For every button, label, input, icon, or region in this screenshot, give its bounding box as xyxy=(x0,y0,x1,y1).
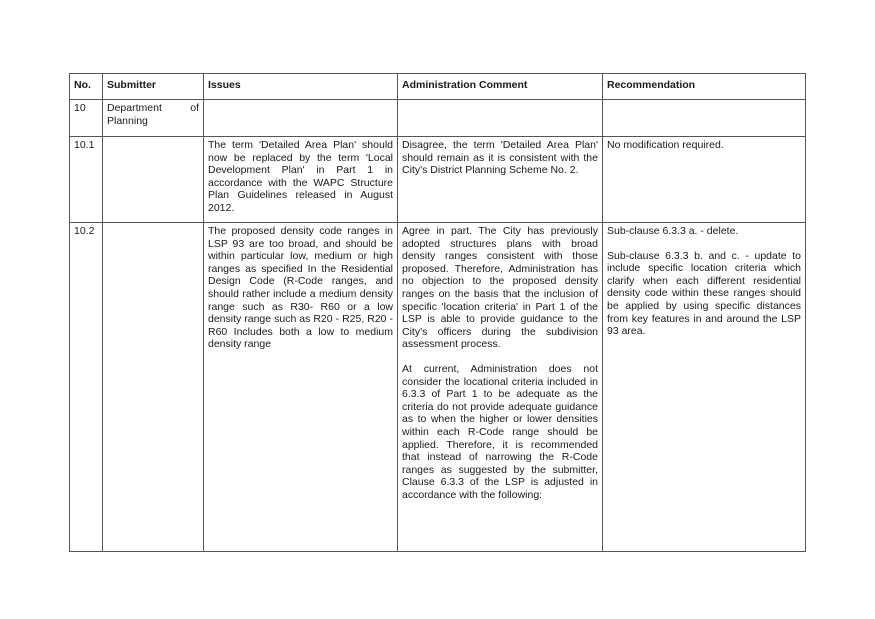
submissions-table xyxy=(69,73,806,552)
cell-comment xyxy=(398,100,603,137)
cell-no: 10.2 xyxy=(70,223,103,552)
cell-submitter xyxy=(103,137,204,223)
header-comment: Administration Comment xyxy=(398,74,603,100)
header-row xyxy=(70,74,806,100)
cell-submitter xyxy=(103,223,204,552)
cell-recommendation xyxy=(603,137,806,223)
header-no: No. xyxy=(70,74,103,100)
recommendation-paragraph: No modification required. xyxy=(607,139,724,151)
cell-no: 10.1 xyxy=(70,137,103,223)
table-row xyxy=(70,100,806,137)
recommendation-paragraph: Sub-clause 6.3.3 a. - delete. xyxy=(607,225,739,237)
cell-recommendation xyxy=(603,100,806,137)
recommendation-paragraph: Sub-clause 6.3.3 b. and c. - update to include specific location criteria which clarify when each different residential density code within these ranges should be applied by using specific distances from key features in and around the LSP 93 area. xyxy=(607,249,801,338)
cell-comment xyxy=(398,137,603,223)
cell-comment xyxy=(398,223,603,552)
header-submitter: Submitter xyxy=(103,74,204,100)
comment-paragraph: Disagree, the term 'Detailed Area Plan' should remain as it is consistent with the City's District Planning Scheme No. 2. xyxy=(402,139,598,177)
cell-issues: The term 'Detailed Area Plan' should now be replaced by the term 'Local Development Plan' in Part 1 in accordance with the WAPC Structure Plan Guidelines released in August 2012. xyxy=(204,137,398,223)
table-row xyxy=(70,137,806,223)
comment-paragraph: Agree in part. The City has previously adopted structures plans with broad density ranges consistent with those proposed. Therefore, Administration has no objection to the proposed density ranges on the basis that the inclusion of specific 'location criteria' in Part 1 of the LSP is able to provide guidance to the City's officers during the subdivision assessment process. xyxy=(402,225,598,351)
header-issues: Issues xyxy=(204,74,398,100)
table-row xyxy=(70,223,806,552)
cell-no: 10 xyxy=(70,100,103,137)
comment-paragraph: At current, Administration does not consider the locational criteria included in 6.3.3 of Part 1 to be adequate as the criteria do not provide adequate guidance as to when the higher or lower densities within each R-Code range should be applied. Therefore, it is recommended that instead of narrowing the R-Code ranges as suggested by the submitter, Clause 6.3.3 of the LSP is adjusted in accordance with the following: xyxy=(402,362,598,501)
cell-recommendation xyxy=(603,223,806,552)
header-recommendation: Recommendation xyxy=(603,74,806,100)
cell-issues xyxy=(204,100,398,137)
cell-issues: The proposed density code ranges in LSP 93 are too broad, and should be within particular low, medium or high ranges as specified In the Residential Design Code (R-Code ranges, and should rather include a medium density range such as R30- R60 or a low density range such as R20 - R25, R20 - R60 Includes both a low to medium density range xyxy=(204,223,398,552)
cell-submitter: Department of Planning xyxy=(103,100,204,137)
